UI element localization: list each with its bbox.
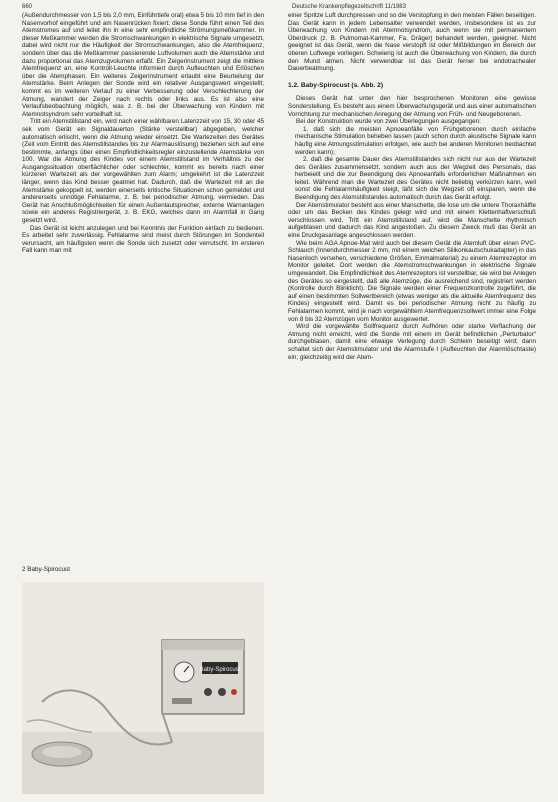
paragraph: Wird die vorgewählte Sollfrequenz durch Aufhören oder starke Verflachung der Atmung nicht erreicht, wird die Sonde mit einem im Gerät befindlichen „Perturbator“ durchgeblasen, damit eine etwaige Verlegung durch Schleim beseitigt wird; dann schaltet sich der Atemstimulator und die Alarmstufe I (Aufleuchten der Alarmlöschtaste) ein; gleichzeitig wird der Atem- [288,323,536,361]
running-head: Deutsche Krankenpflegezeitschrift 11/1983 [292,4,406,10]
section-heading: 1.2. Baby-Spirocust (s. Abb. 2) [288,81,384,89]
device-photo [22,582,264,794]
paragraph: Dieses Gerät hat unter den hier besprochenen Monitoren eine gewisse Sonderstellung. Es besteht aus einem Überwachungsgerät und aus einer automatischen Vorrichtung zur mechanischen Anregung der Atmung von Früh- und Neugeborenen. [288,95,536,118]
left-column [22,12,264,255]
paragraph: Tritt ein Atemstillstand ein, wird nach einer wählbaren Latenzzeit von 15, 30 oder 45 sek vom Gerät ein Signaldauerton (Stärke verstellbar) abgegeben, welcher automatisch erlischt, wenn die Atmung wieder einsetzt. Die Wartezeiten des Gerätes (Zeit vom Eintritt des Atemstillstandes bis zur Alarmauslösung) beziehen sich auf eine bestimmte, anfangs über einen Empfindlichkeitsregler einzustellende Atemstärke von 100. War die Atmung des Kindes vor einem Atemstillstand im Verhältnis zu der Ausgangssituation oberflächlicher oder schlechter, kommt es bereits nach einer kürzeren Wartezeit als der vorgewählten zum Alarm; umgekehrt ist die Latenzzeit länger, wenn das Kind besser geatmet hat. Dadurch, daß die Wartezeit mit an die Atemstärke gekoppelt ist, werden einerseits kritische Situationen schon gemeldet und andererseits unnötige Fehlalarme, z. B. bei periodischer Atmung, vermieden. Das Gerät hat Anschlußmöglichkeiten für einen Außenlautsprecher, externe Warnanlagen sowie ein anderes Registriergerät, z. B. EKG, welches dann im Alarmfall in Gang gesetzt wird. [22,118,264,225]
list-item: 2. daß die gesamte Dauer des Atemstillstandes sich nicht nur aus der Wartezeit des Gerätes zusammensetzt, sondern auch aus der Wegzeit des Personals, das herbeieilt und die zur Beendigung des Apnoeanfalls erforderlichen Maßnahmen ein leitet. Während man die Wartezeit des Gerätes nicht beliebig verkürzen kann, weil sonst die Fehlalarmhäufigkeit steigt, läßt sich die Wegzeit oft einsparen, wenn die Beendigung des Atemstillstandes automatisch durch das Gerät erfolgt. [295,156,536,202]
figure-caption: 2 Baby-Spirocust [22,566,70,573]
monitor-top [162,640,244,650]
paragraph: (Außendurchmesser von 1,5 bis 2,0 mm, Einführtiefe oral) etwa 5 bis 10 mm tief in den Nasenvorhof eingeführt und am Nasenrücken fixiert; diese Sonde führt einen Teil des Atemstromes auf und leitet ihn in eine sehr empfindliche Strömungsmeßkammer. In dieser Meßkammer werden die Stromschwankungen in elektrische Signale umgesetzt, dabei wird nicht nur die Häufigkeit der Stromschwankungen, also die Atemfrequenz, sondern über das die Meßkammer passierende Luftvolumen auch die Atemstärke und dazu proportional das Atemzugvolumen erfaßt. Ein Zeigerinstrument zeigt die mittlere Atemfrequenz an, eine Kontroll-Leuchte informiert durch Aufleuchten und Erlöschen über die Atemphasen. Ein weiteres Zeigerinstrument erlaubt eine Beurteilung der Atemstärke. Beim Anlegen der Sonde wird ein relativer Ausgangswert eingestellt; kommt es im weiteren Verlauf zu einer Verbesserung oder Verschlechterung der Atmung, wandert der Zeiger nach rechts oder links aus. Es ist also eine Verlaufsbeobachtung möglich, was z. B. bei der Überwachung von Kindern mit Atemnotsyndrom sehr vorteilhaft ist. [22,12,264,118]
paragraph: Wie beim AGA Apnoe-Mat wird auch bei diesem Gerät die Atemluft über einen PVC-Schlauch (Innendurchmesser 2 mm, mit einem weichen Silikonkautschukadapter) in das Nasenloch versehen, verschiedene Größen, Einmalmaterial) zu einem Atemrezeptor im Monitor geleitet. Dort werden die Atemstromschwankungen in elektrische Signale umgewandelt. Die Empfindlichkeit des Atemrezeptors ist verstellbar, sie wird bei Anlegen des Gerätes so eingestellt, daß alle Atemzüge, die ausreichend sind, registriert werden (Kontrolle durch Blinklicht). Die Signale werden einer Frequenzkontrolle zugeführt, die auf einen bestimmten Sollwertbereich (etwas weniger als die aktuelle Atemfrequenz des Kindes) eingestellt wird. Damit es bei periodischer Atmung nicht zu häufig zu Fehlalarmen kommt, wird je nach vorgewähltem Atemfrequenzsollwert immer eine Folge von 8 bis 32 Atemzügen vom Monitor ausgewertet. [288,239,536,323]
cuff-inner [42,746,82,758]
paragraph: Das Gerät ist leicht anzulegen und bei Kenntnis der Funktion einfach zu bedienen. Es arbeitet sehr zuverlässig. Fehlalarme sind meist durch Störungen im Sondenteil verursacht, am häufigsten wenn die Sonde sich zusetzt oder verrutscht. Im ersteren Fall kann man mit [22,224,264,255]
right-column [288,12,536,361]
paragraph: Der Atemstimulator besteht aus einer Manschette, die lose um die untere Thoraxhälfte oder um das Becken des Kindes gelegt wird und mit einem Klettenhaftverschluß verschlossen wird. Tritt ein Atemstillstand auf, wird die Manschette rhythmisch aufgeblasen und dadurch das Kind angestoßen. Zu diesem Zweck muß das Gerät an eine Druckgasanlage angeschlossen werden. [288,201,536,240]
device-photo-svg [22,582,264,794]
knob-icon [218,688,226,696]
paragraph: einer Spritze Luft durchpressen und so die Verstopfung in den meisten Fällen beseitigen. Das Gerät kann in jedem Lebensalter verwendet werden, insbesondere ist es zur Überwachung von Kindern mit Atemnotsyndrom, auch wenn sie mit permanentem Überdruck (z. B. Pulmomat-Kammer, Fa. Dräger) behandelt werden, geeignet. Nicht geeignet ist das Gerät, wenn die Nase verstopft ist oder Mißbildungen im Bereich der oberen Luftwege vorliegen. Schwierig ist auch die Überwachung von Kindern, die durch den Mund atmen. Nicht verwendbar ist das Gerät ferner bei endotrachealer Dauerbeatmung. [288,12,536,73]
list-item: 1. daß sich die meisten Apnoeanfälle von Frühgeborenen durch einfache mechanische Stimulation beheben lassen (auch schon durch akustische Signale kann häufig eine Atmungsstimulation erfolgen, wie auch bei anderen Monitoren beobachtet werden kann); [295,125,536,156]
device-label: Baby-Spirocust [199,667,241,673]
knob-icon [204,688,212,696]
switch-icon [172,698,192,704]
page-number: 660 [22,4,33,10]
alarm-lamp-icon [231,689,237,695]
paragraph: Bei der Konstruktion wurde von zwei Überlegungen ausgegangen: [296,118,481,126]
